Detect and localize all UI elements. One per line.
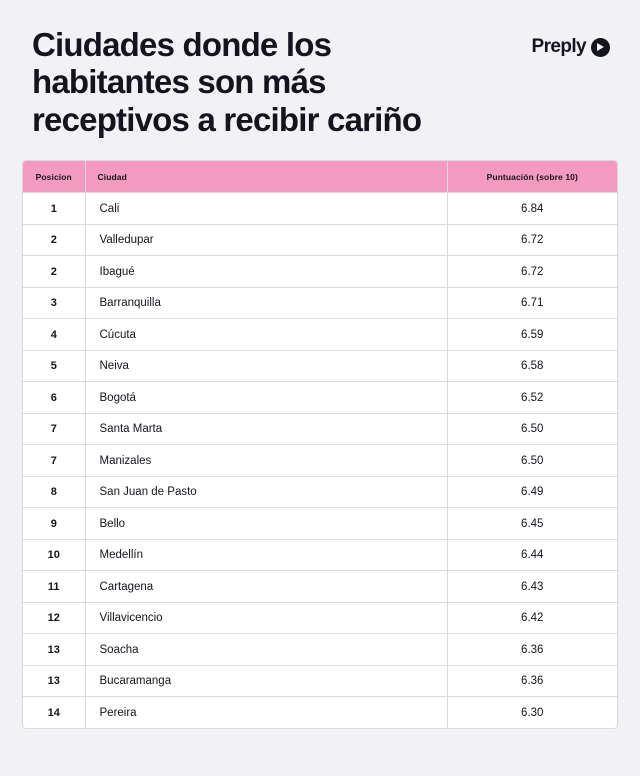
table-row [23, 697, 617, 729]
table-row [23, 539, 617, 571]
cell-score: 6.50 [447, 413, 617, 445]
cell-city: Cartagena [85, 571, 447, 603]
cell-city: Ibagué [85, 256, 447, 288]
cell-city: Villavicencio [85, 602, 447, 634]
table-row [23, 602, 617, 634]
table-header-row [23, 161, 617, 193]
cell-city: Santa Marta [85, 413, 447, 445]
cell-position: 11 [23, 571, 85, 603]
cell-position: 8 [23, 476, 85, 508]
cell-score: 6.59 [447, 319, 617, 351]
brand-logo [532, 36, 611, 58]
table-row [23, 413, 617, 445]
ranking-table [22, 160, 618, 730]
cell-score: 6.58 [447, 350, 617, 382]
table-row [23, 224, 617, 256]
brand-name: Preply [531, 36, 586, 57]
cell-position: 9 [23, 508, 85, 540]
cell-city: Manizales [85, 445, 447, 477]
cell-city: Barranquilla [85, 287, 447, 319]
cell-score: 6.43 [447, 571, 617, 603]
table-row [23, 350, 617, 382]
cell-position: 2 [23, 256, 85, 288]
cell-score: 6.36 [447, 665, 617, 697]
cell-position: 13 [23, 665, 85, 697]
cell-position: 5 [23, 350, 85, 382]
table-row [23, 382, 617, 414]
cell-score: 6.36 [447, 634, 617, 666]
cell-score: 6.84 [447, 193, 617, 225]
table-row [23, 287, 617, 319]
ranking-table-element [23, 161, 617, 729]
cell-position: 7 [23, 413, 85, 445]
cell-city: Bogotá [85, 382, 447, 414]
table-row [23, 193, 617, 225]
table-row [23, 665, 617, 697]
cell-score: 6.49 [447, 476, 617, 508]
page-title: Ciudades donde los habitantes son más receptivos a recibir cariño [32, 26, 422, 138]
column-header-score: Puntuación (sobre 10) [447, 161, 617, 193]
cell-city: San Juan de Pasto [85, 476, 447, 508]
cell-position: 12 [23, 602, 85, 634]
cell-score: 6.44 [447, 539, 617, 571]
table-body [23, 193, 617, 729]
cell-position: 3 [23, 287, 85, 319]
cell-score: 6.42 [447, 602, 617, 634]
cell-score: 6.71 [447, 287, 617, 319]
table-row [23, 634, 617, 666]
cell-score: 6.72 [447, 256, 617, 288]
table-row [23, 476, 617, 508]
cell-score: 6.45 [447, 508, 617, 540]
cell-position: 1 [23, 193, 85, 225]
column-header-city: Ciudad [85, 161, 447, 193]
header [22, 26, 618, 138]
cell-city: Valledupar [85, 224, 447, 256]
cell-city: Cúcuta [85, 319, 447, 351]
cell-city: Bello [85, 508, 447, 540]
column-header-position: Posicion [23, 161, 85, 193]
cell-city: Medellín [85, 539, 447, 571]
cell-score: 6.30 [521, 706, 544, 719]
cell-position: 7 [23, 445, 85, 477]
cell-position: 14 [23, 697, 85, 729]
cell-score: 6.52 [447, 382, 617, 414]
table-row [23, 445, 617, 477]
cell-city: Soacha [85, 634, 447, 666]
cell-city: Neiva [85, 350, 447, 382]
cell-position: 13 [23, 634, 85, 666]
cell-city: Bucaramanga [85, 665, 447, 697]
table-row [23, 256, 617, 288]
cell-position: 10 [23, 539, 85, 571]
cell-position: 6 [23, 382, 85, 414]
play-circle-icon [591, 38, 610, 57]
table-header [23, 161, 617, 193]
cell-city: Pereira [85, 697, 447, 729]
cell-position: 2 [23, 224, 85, 256]
cell-score: 6.72 [447, 224, 617, 256]
cell-position: 4 [23, 319, 85, 351]
table-row [23, 508, 617, 540]
table-row [23, 571, 617, 603]
cell-city: Cali [85, 193, 447, 225]
cell-score: 6.50 [447, 445, 617, 477]
table-row [23, 319, 617, 351]
